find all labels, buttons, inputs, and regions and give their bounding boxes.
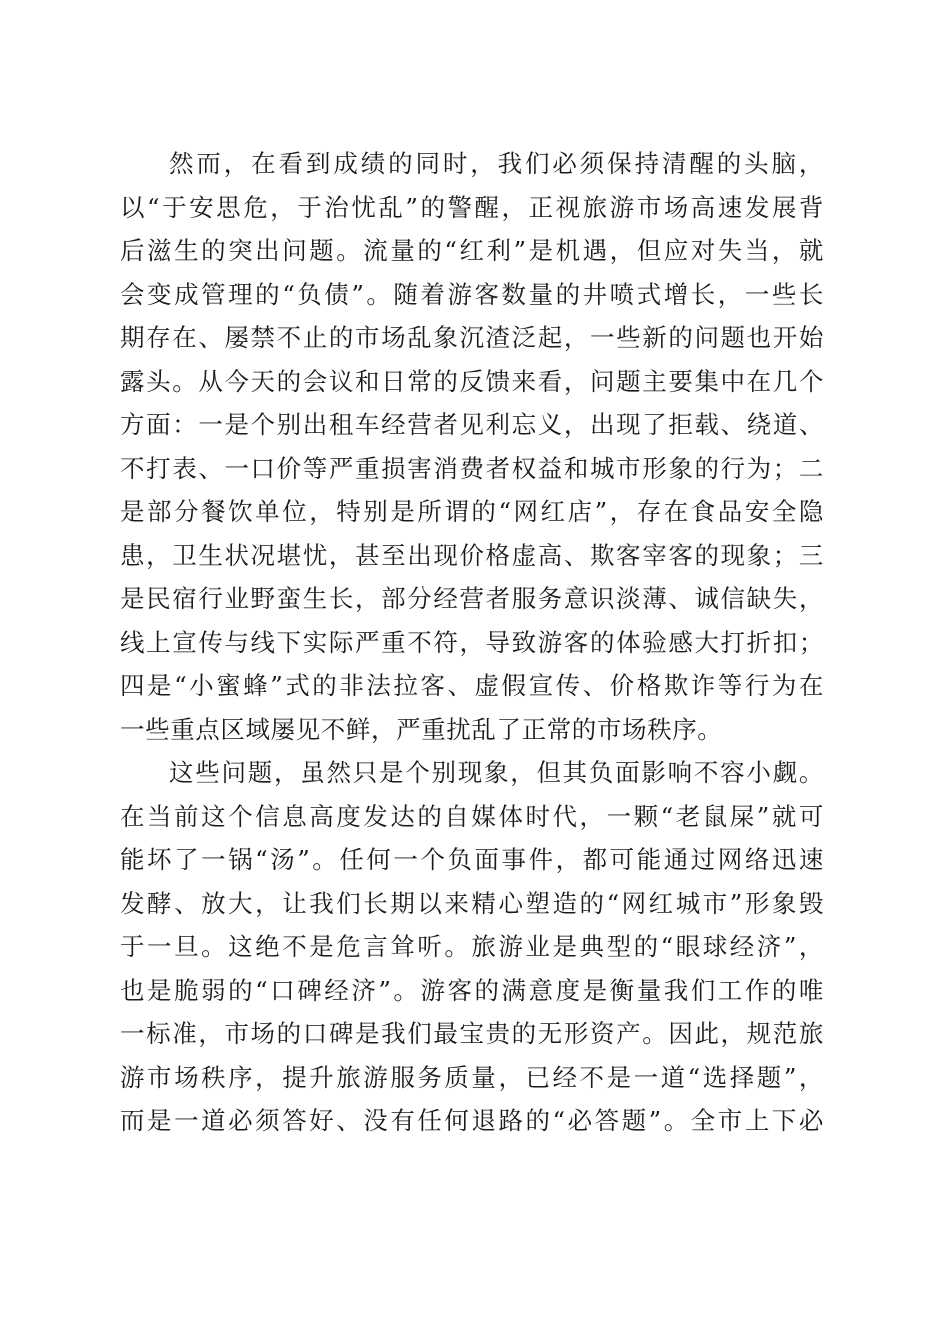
- text-line: 患，卫生状况堪忧，甚至出现价格虚高、欺客宰客的现象；三: [120, 540, 824, 570]
- text-line: 以“于安思危，于治忧乱”的警醒，正视旅游市场高速发展背: [120, 192, 824, 222]
- text-line: 期存在、屡禁不止的市场乱象沉渣泛起，一些新的问题也开始: [120, 323, 824, 352]
- text-line: 这些问题，虽然只是个别现象，但其负面影响不容小觑。: [169, 758, 824, 787]
- text-line: 方面：一是个别出租车经营者见利忘义，出现了拒载、绕道、: [120, 410, 824, 439]
- text-line: 露头。从今天的会议和日常的反馈来看，问题主要集中在几个: [120, 366, 824, 396]
- text-line: 而是一道必须答好、没有任何退路的“必答题”。全市上下必: [120, 1106, 824, 1135]
- text-line: 是部分餐饮单位，特别是所谓的“网红店”，存在食品安全隐: [120, 497, 824, 526]
- paragraph-problems: [120, 142, 824, 751]
- text-line: 后滋生的突出问题。流量的“红利”是机遇，但应对失当，就: [120, 236, 824, 265]
- text-line: 然而，在看到成绩的同时，我们必须保持清醒的头脑，: [169, 149, 824, 178]
- text-line: 四是“小蜜蜂”式的非法拉客、虚假宣传、价格欺诈等行为在: [120, 671, 824, 700]
- text-line: 是民宿行业野蛮生长，部分经营者服务意识淡薄、诚信缺失，: [120, 584, 824, 613]
- text-line: 发酵、放大，让我们长期以来精心塑造的“网红城市”形象毁: [120, 888, 824, 918]
- text-line: 不打表、一口价等严重损害消费者权益和城市形象的行为；二: [120, 453, 824, 483]
- text-line: 在当前这个信息高度发达的自媒体时代，一颗“老鼠屎”就可: [120, 801, 824, 831]
- text-line: 于一旦。这绝不是危言耸听。旅游业是典型的“眼球经济”，: [120, 932, 824, 961]
- text-line: 会变成管理的“负债”。随着游客数量的井喷式增长，一些长: [120, 279, 824, 309]
- text-line: 游市场秩序，提升旅游服务质量，已经不是一道“选择题”，: [120, 1062, 824, 1092]
- text-line: 线上宣传与线下实际严重不符，导致游客的体验感大打折扣；: [120, 627, 824, 657]
- text-line: 能坏了一锅“汤”。任何一个负面事件，都可能通过网络迅速: [120, 845, 824, 874]
- text-line: 一些重点区域屡见不鲜，严重扰乱了正常的市场秩序。: [120, 714, 723, 744]
- text-line: 也是脆弱的“口碑经济”。游客的满意度是衡量我们工作的唯: [120, 975, 824, 1005]
- body-text: [120, 142, 824, 1143]
- text-line: 一标准，市场的口碑是我们最宝贵的无形资产。因此，规范旅: [120, 1019, 824, 1048]
- paragraph-impact: [120, 751, 824, 1143]
